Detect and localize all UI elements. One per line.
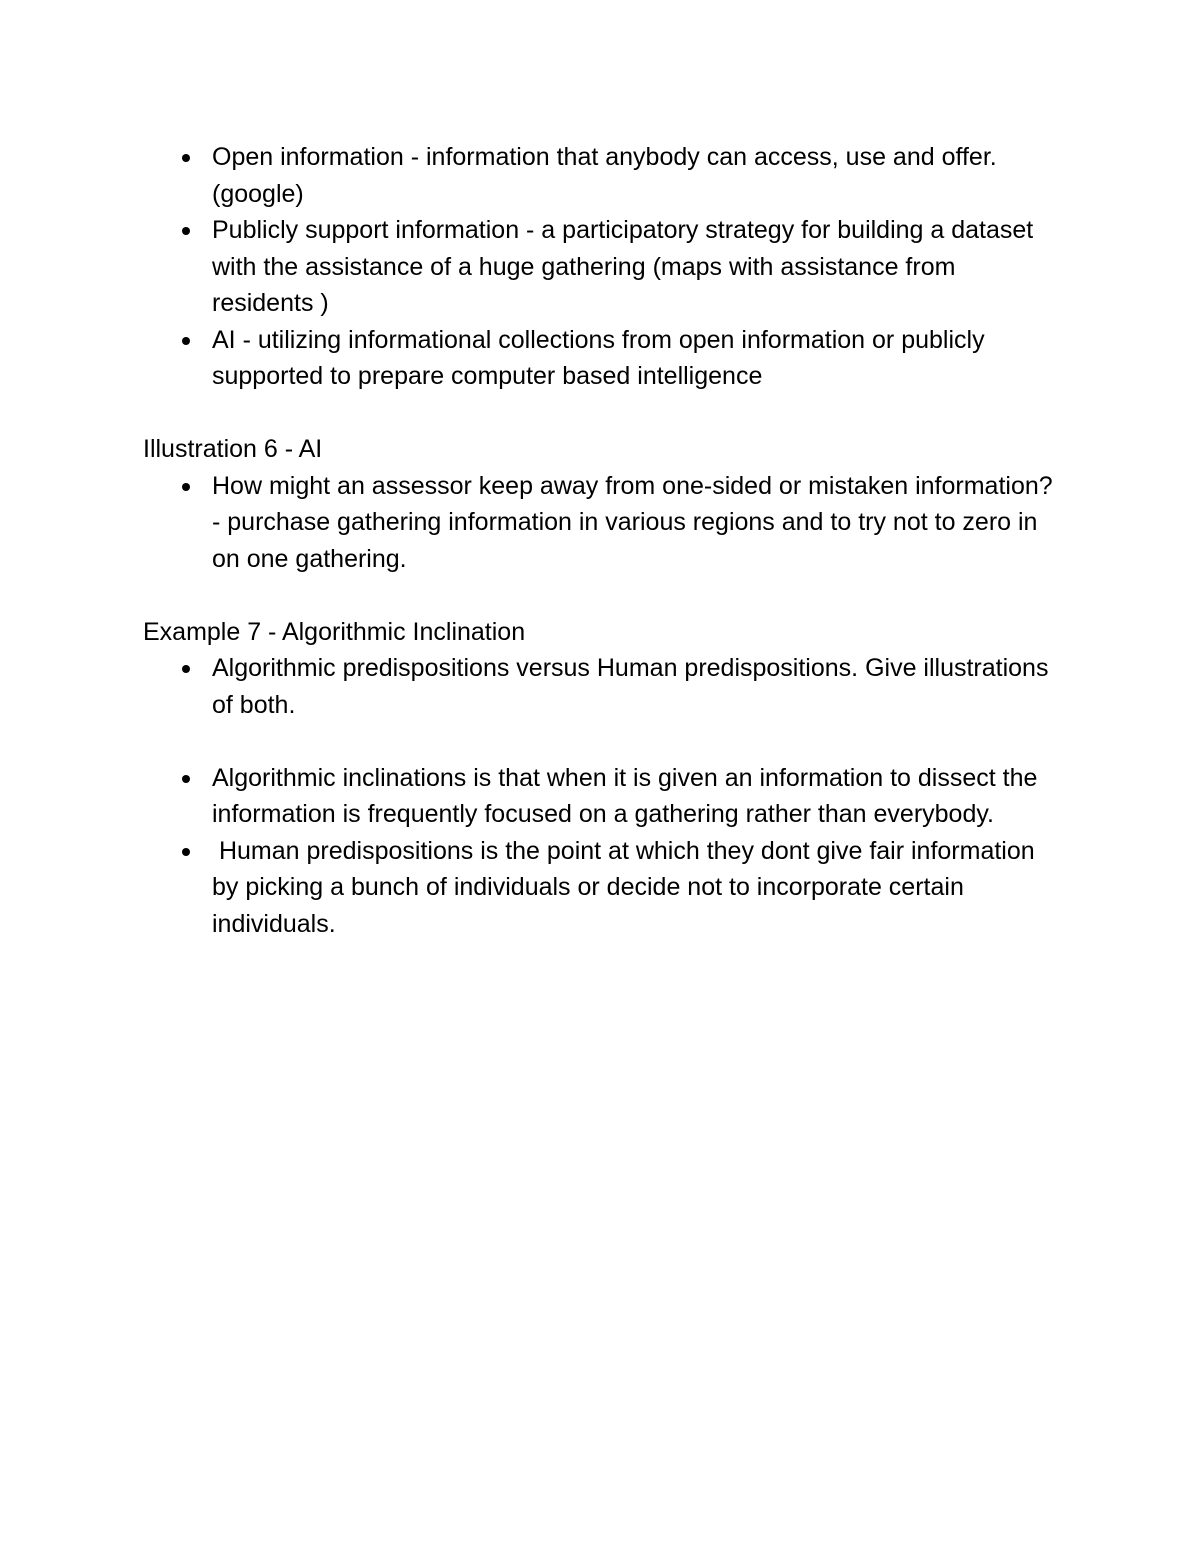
bullet-icon (182, 227, 190, 235)
list-item (143, 760, 1063, 833)
list-item-text: Publicly support information - a participatory strategy for building a dataset with the assistance of a huge gathering (maps with assistance from residents ) (212, 216, 1034, 317)
bullet-icon (182, 154, 190, 162)
bullet-icon (182, 337, 190, 345)
list-item (143, 650, 1063, 723)
intro-bullet-list (143, 139, 1063, 395)
list-item-text: Algorithmic predispositions versus Human predispositions. Give illustrations of both. (212, 654, 1049, 719)
blank-line (143, 723, 1063, 760)
section-7-heading: Example 7 - Algorithmic Inclination (143, 617, 526, 646)
list-item-text: AI - utilizing informational collections from open information or publicly supported to prepare computer based intelligence (212, 325, 985, 390)
document-content (143, 139, 1063, 942)
bullet-icon (182, 665, 190, 673)
section-6-bullet-list (143, 468, 1063, 578)
bullet-icon (182, 483, 190, 491)
section-7-bullet-list-b (143, 760, 1063, 943)
list-item (143, 833, 1063, 943)
bullet-icon (182, 775, 190, 783)
list-item (143, 212, 1063, 322)
list-item-text: Open information - information that anybody can access, use and offer. (google) (212, 143, 997, 208)
list-item (143, 468, 1063, 578)
list-item-text: Algorithmic inclinations is that when it is given an information to dissect the information is frequently focused on a gathering rather than everybody. (212, 763, 1038, 828)
list-item-text: How might an assessor keep away from one-sided or mistaken information? - purchase gathering information in various regions and to try not to zero in on one gathering. (212, 471, 1053, 573)
list-item (143, 139, 1063, 212)
section-6-heading: Illustration 6 - AI (143, 435, 323, 463)
blank-line (143, 395, 1063, 432)
blank-line (143, 577, 1063, 614)
list-item-text: Human predispositions is the point at which they dont give fair information by picking a bunch of individuals or decide not to incorporate certain individuals. (212, 836, 1042, 938)
bullet-icon (182, 848, 190, 856)
list-item (143, 322, 1063, 395)
section-7-bullet-list-a (143, 650, 1063, 723)
